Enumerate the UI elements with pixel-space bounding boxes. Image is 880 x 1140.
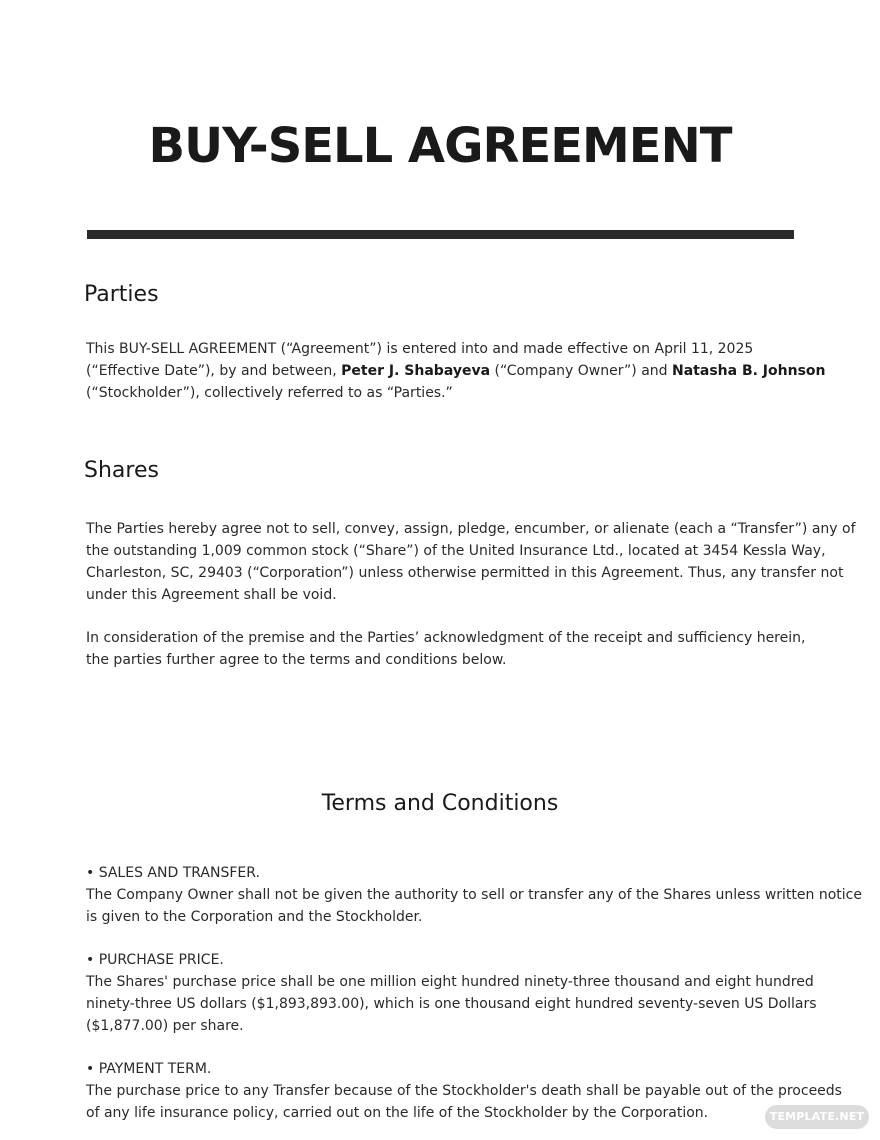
- parties-line-2-middle: (“Company Owner”) and: [490, 363, 673, 379]
- template-net-watermark: TEMPLATE.NET: [765, 1105, 869, 1129]
- terms-heading: Terms and Conditions: [321, 791, 559, 816]
- company-owner-name: Peter J. Shabayeva: [341, 363, 491, 379]
- parties-line-1: This BUY-SELL AGREEMENT (“Agreement”) is entered into and made effective on April 11, 2025: [86, 341, 754, 357]
- term-line: The Company Owner shall not be given the authority to sell or transfer any of the Shares unless written notice: [86, 887, 862, 903]
- term-line: ($1,877.00) per share.: [86, 1018, 244, 1034]
- term-line: is given to the Corporation and the Stockholder.: [86, 909, 423, 925]
- shares-p1-line: Charleston, SC, 29403 (“Corporation”) unless otherwise permitted in this Agreement. Thus, any transfer not: [86, 565, 844, 581]
- parties-heading: Parties: [84, 282, 159, 307]
- shares-heading: Shares: [84, 458, 159, 483]
- term-line: The Shares' purchase price shall be one million eight hundred ninety-three thousand and eight hundred: [86, 974, 814, 990]
- term-line: of any life insurance policy, carried out on the life of the Stockholder by the Corporation.: [86, 1105, 709, 1121]
- shares-p1-line: under this Agreement shall be void.: [86, 587, 337, 603]
- term-line: The purchase price to any Transfer because of the Stockholder's death shall be payable out of the proceeds: [86, 1083, 842, 1099]
- document-title: BUY-SELL AGREEMENT: [148, 118, 732, 174]
- parties-line-3: (“Stockholder”), collectively referred to as “Parties.”: [86, 385, 453, 401]
- parties-line-2: [86, 360, 826, 382]
- term-purchase-price: [86, 949, 816, 1037]
- shares-p2-line: In consideration of the premise and the Parties’ acknowledgment of the receipt and sufficiency herein,: [86, 630, 806, 646]
- title-divider: [87, 230, 794, 239]
- shares-p2-line: the parties further agree to the terms and conditions below.: [86, 652, 507, 668]
- parties-line-2-start: (“Effective Date”), by and between,: [86, 363, 342, 379]
- term-sales-and-transfer: [86, 862, 862, 928]
- parties-paragraph: [86, 338, 826, 404]
- shares-p1-line: the outstanding 1,009 common stock (“Share”) of the United Insurance Ltd., located at 3454 Kessla Way,: [86, 543, 826, 559]
- term-title: • PAYMENT TERM.: [86, 1061, 212, 1077]
- shares-p1-line: The Parties hereby agree not to sell, convey, assign, pledge, encumber, or alienate (each a “Transfer”) any of: [86, 521, 856, 537]
- stockholder-name: Natasha B. Johnson: [672, 363, 826, 379]
- shares-paragraph-1: [86, 518, 856, 606]
- term-line: ninety-three US dollars ($1,893,893.00), which is one thousand eight hundred seventy-seven US Dollars: [86, 996, 817, 1012]
- term-title: • PURCHASE PRICE.: [86, 952, 224, 968]
- shares-paragraph-2: [86, 627, 816, 671]
- term-title: • SALES AND TRANSFER.: [86, 865, 260, 881]
